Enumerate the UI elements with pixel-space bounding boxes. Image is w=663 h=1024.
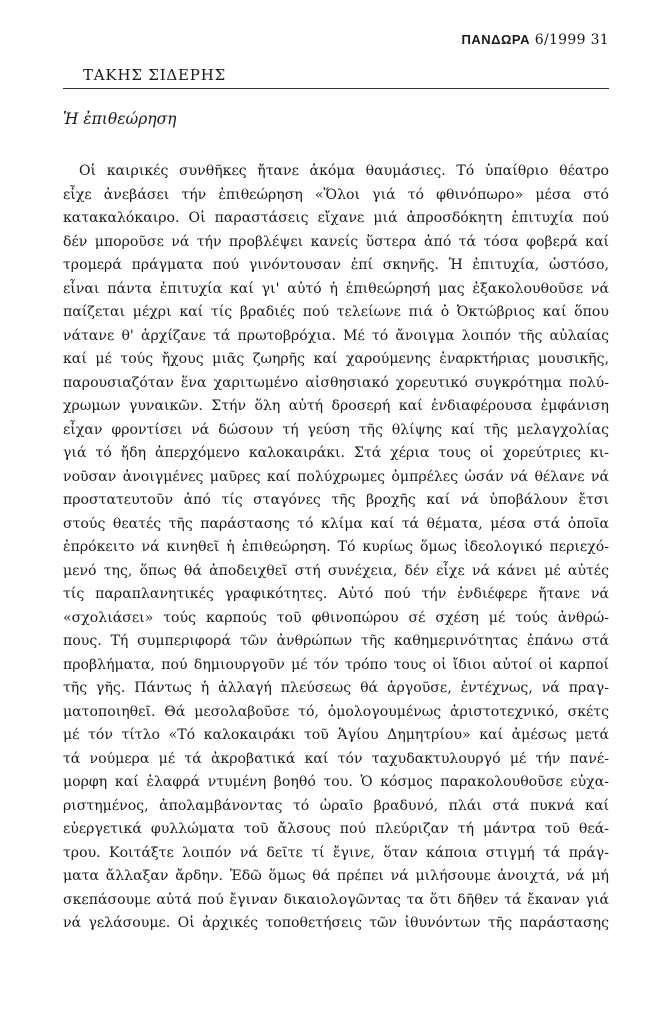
text-line: προστατευτοῦν ἀπό τίς σταγόνες τῆς βροχῆς καί νά ὑποβάλουν ἔτσι [63, 492, 609, 508]
journal-name: ΠΑΝΔΩΡΑ [461, 32, 530, 47]
text-line: προβλήματα, πού δημιουργοῦν μέ τόν τρόπο τους οἱ ἴδιοι αὐτοί οἱ καρποί [63, 656, 609, 673]
text-line: καί μέ τούς ἤχους μιᾶς ζωηρῆς καί χαρούμενης ἐναρκτήριας μουσικῆς, [63, 351, 609, 367]
text-line: τρου. Κοιτάξτε λοιπόν νά δεῖτε τί ἔγινε, ὅταν κάποια στιγμή τά πράγ- [63, 844, 609, 861]
text-line: εἶχαν φροντίσει νά δώσουν τή γεύση τῆς θλίψης καί τῆς μελαγχολίας [63, 421, 609, 438]
text-line: τά νούμερα μέ τά ἀκροβατικά καί τόν ταχυδακτυλουργό μέ τήν πανέ- [63, 750, 609, 767]
text-line: χρωμων γυναικῶν. Στήν ὅλη αὐτή δροσερή καί ἐνδιαφέρουσα ἐμφάνιση [63, 398, 609, 414]
header-rule [63, 88, 609, 89]
section-title: Ἡ ἐπιθεώρηση [63, 110, 177, 128]
issue-number: 6/1999 [534, 32, 586, 48]
text-line: γιά τό ἤδη ἀπερχόμενο καλοκαιράκι. Στά χέρια τους οἱ χορεύτριες κι- [63, 445, 609, 461]
text-line: ματα ἄλλαξαν ἄρδην. Ἐδῶ ὅμως θά πρέπει νά μιλήσουμε ἀνοιχτά, νά μή [63, 868, 609, 884]
text-line: τῆς γῆς. Πάντως ἡ ἀλλαγή πλεύσεως θά ἀργοῦσε, ἐντέχνως, νά πραγ- [63, 680, 609, 696]
text-line: τίς παραπλανητικές γραφικότητες. Αὐτό πού τήν ἐνδιέφερε ἤτανε νά [63, 586, 609, 602]
text-line: εὐεργετικά φυλλώματα τοῦ ἄλσους πού πλεύριζαν τή μάντρα τοῦ θεά- [63, 821, 609, 837]
text-line: νοῦσαν ἀνοιγμένες μαῦρες καί πολύχρωμες ὀμπρέλες ὡσάν νά θέλανε νά [63, 468, 609, 485]
text-line: ριστημένος, ἀπολαμβάνοντας τό ὡραῖο βραδυνό, πλάι στά πυκνά καί [63, 797, 609, 814]
text-line: ἐπρόκειτο νά κινηθεῖ ἡ ἐπιθεώρηση. Τό κυρίως ὅμως ἰδεολογικό περιεχό- [63, 539, 609, 555]
body-paragraph [63, 160, 609, 936]
text-line: σκεπάσουμε αὐτά πού ἔγιναν δικαιολογῶντας τα ὅτι δῆθεν τά ἔκαναν γιά [63, 891, 609, 908]
text-line: «σχολιάσει» τούς καρπούς τοῦ φθινοπώρου σέ σχέση μέ τούς ἀνθρώ- [63, 609, 609, 626]
text-line: ματοποιηθεῖ. Θά μεσολαβοῦσε τό, ὁμολογουμένως ἀριστοτεχνικό, σκέτς [63, 703, 609, 720]
page-number: 31 [590, 32, 609, 48]
text-line: τρομερά πράγματα πού γινόντουσαν ἐπί σκηνῆς. Ἡ ἐπιτυχία, ὡστόσο, [63, 257, 609, 273]
text-line: κατακαλόκαιρο. Οἱ παραστάσεις εἴχανε μιά ἀπροσδόκητη ἐπιτυχία πού [63, 210, 609, 226]
text-line: Οἱ καιρικές συνθῆκες ἤτανε ἀκόμα θαυμάσιες. Τό ὑπαίθριο θέατρο [79, 163, 609, 179]
text-line: εἶναι πάντα ἐπιτυχία καί γι' αὐτό ἡ ἐπιθεώρησή μας ἐξακολουθοῦσε νά [63, 280, 609, 297]
text-line: στούς θεατές τῆς παράστασης τό κλίμα καί τά θέματα, μέσα στά ὁποῖα [63, 515, 609, 532]
text-line: δέν μποροῦσε νά τήν προβλέψει κανείς ὕστερα ἀπό τά τόσα φοβερά καί [63, 233, 609, 250]
text-line: μέ τόν τίτλο «Τό καλοκαιράκι τοῦ Ἁγίου Δημητρίου» καί ἀμέσως μετά [63, 727, 609, 743]
text-line: νάτανε θ' ἀρχίζανε τά πρωτοβρόχια. Μέ τό ἄνοιγμα λοιπόν τῆς αὐλαίας [63, 327, 609, 344]
text-line: παίζεται μέχρι καί τίς βραδιές πού τελείωνε πιά ὁ Ὀκτώβριος καί ὅπου [63, 304, 609, 320]
text-line: νά γελάσουμε. Οἱ ἀρχικές τοποθετήσεις τῶν ἰθυνόντων τῆς παράστασης [63, 915, 609, 931]
text-line: εἶχε ἀνεβάσει τήν ἐπιθεώρηση «Ὅλοι γιά τό φθινόπωρο» μέσα στό [63, 186, 609, 203]
text-line: πους. Τή συμπεριφορά τῶν ἀνθρώπων τῆς καθημερινότητας ἐπάνω στά [63, 633, 609, 649]
text-line: μορφη καί ἐλαφρά ντυμένη βοηθό του. Ὁ κόσμος παρακολουθοῦσε εὐχα- [63, 774, 609, 790]
running-header [461, 32, 609, 48]
text-line: μενό της, ὅπως θά ἀποδειχθεῖ στή συνέχεια, δέν εἶχε νά κάνει μέ αὐτές [63, 562, 609, 579]
author-name: ΤΑΚΗΣ ΣΙΔΕΡΗΣ [83, 66, 226, 84]
text-line: παρουσιαζόταν ἕνα χαριτωμένο αἰσθησιακό χορευτικό συγκρότημα πολύ- [63, 374, 609, 391]
